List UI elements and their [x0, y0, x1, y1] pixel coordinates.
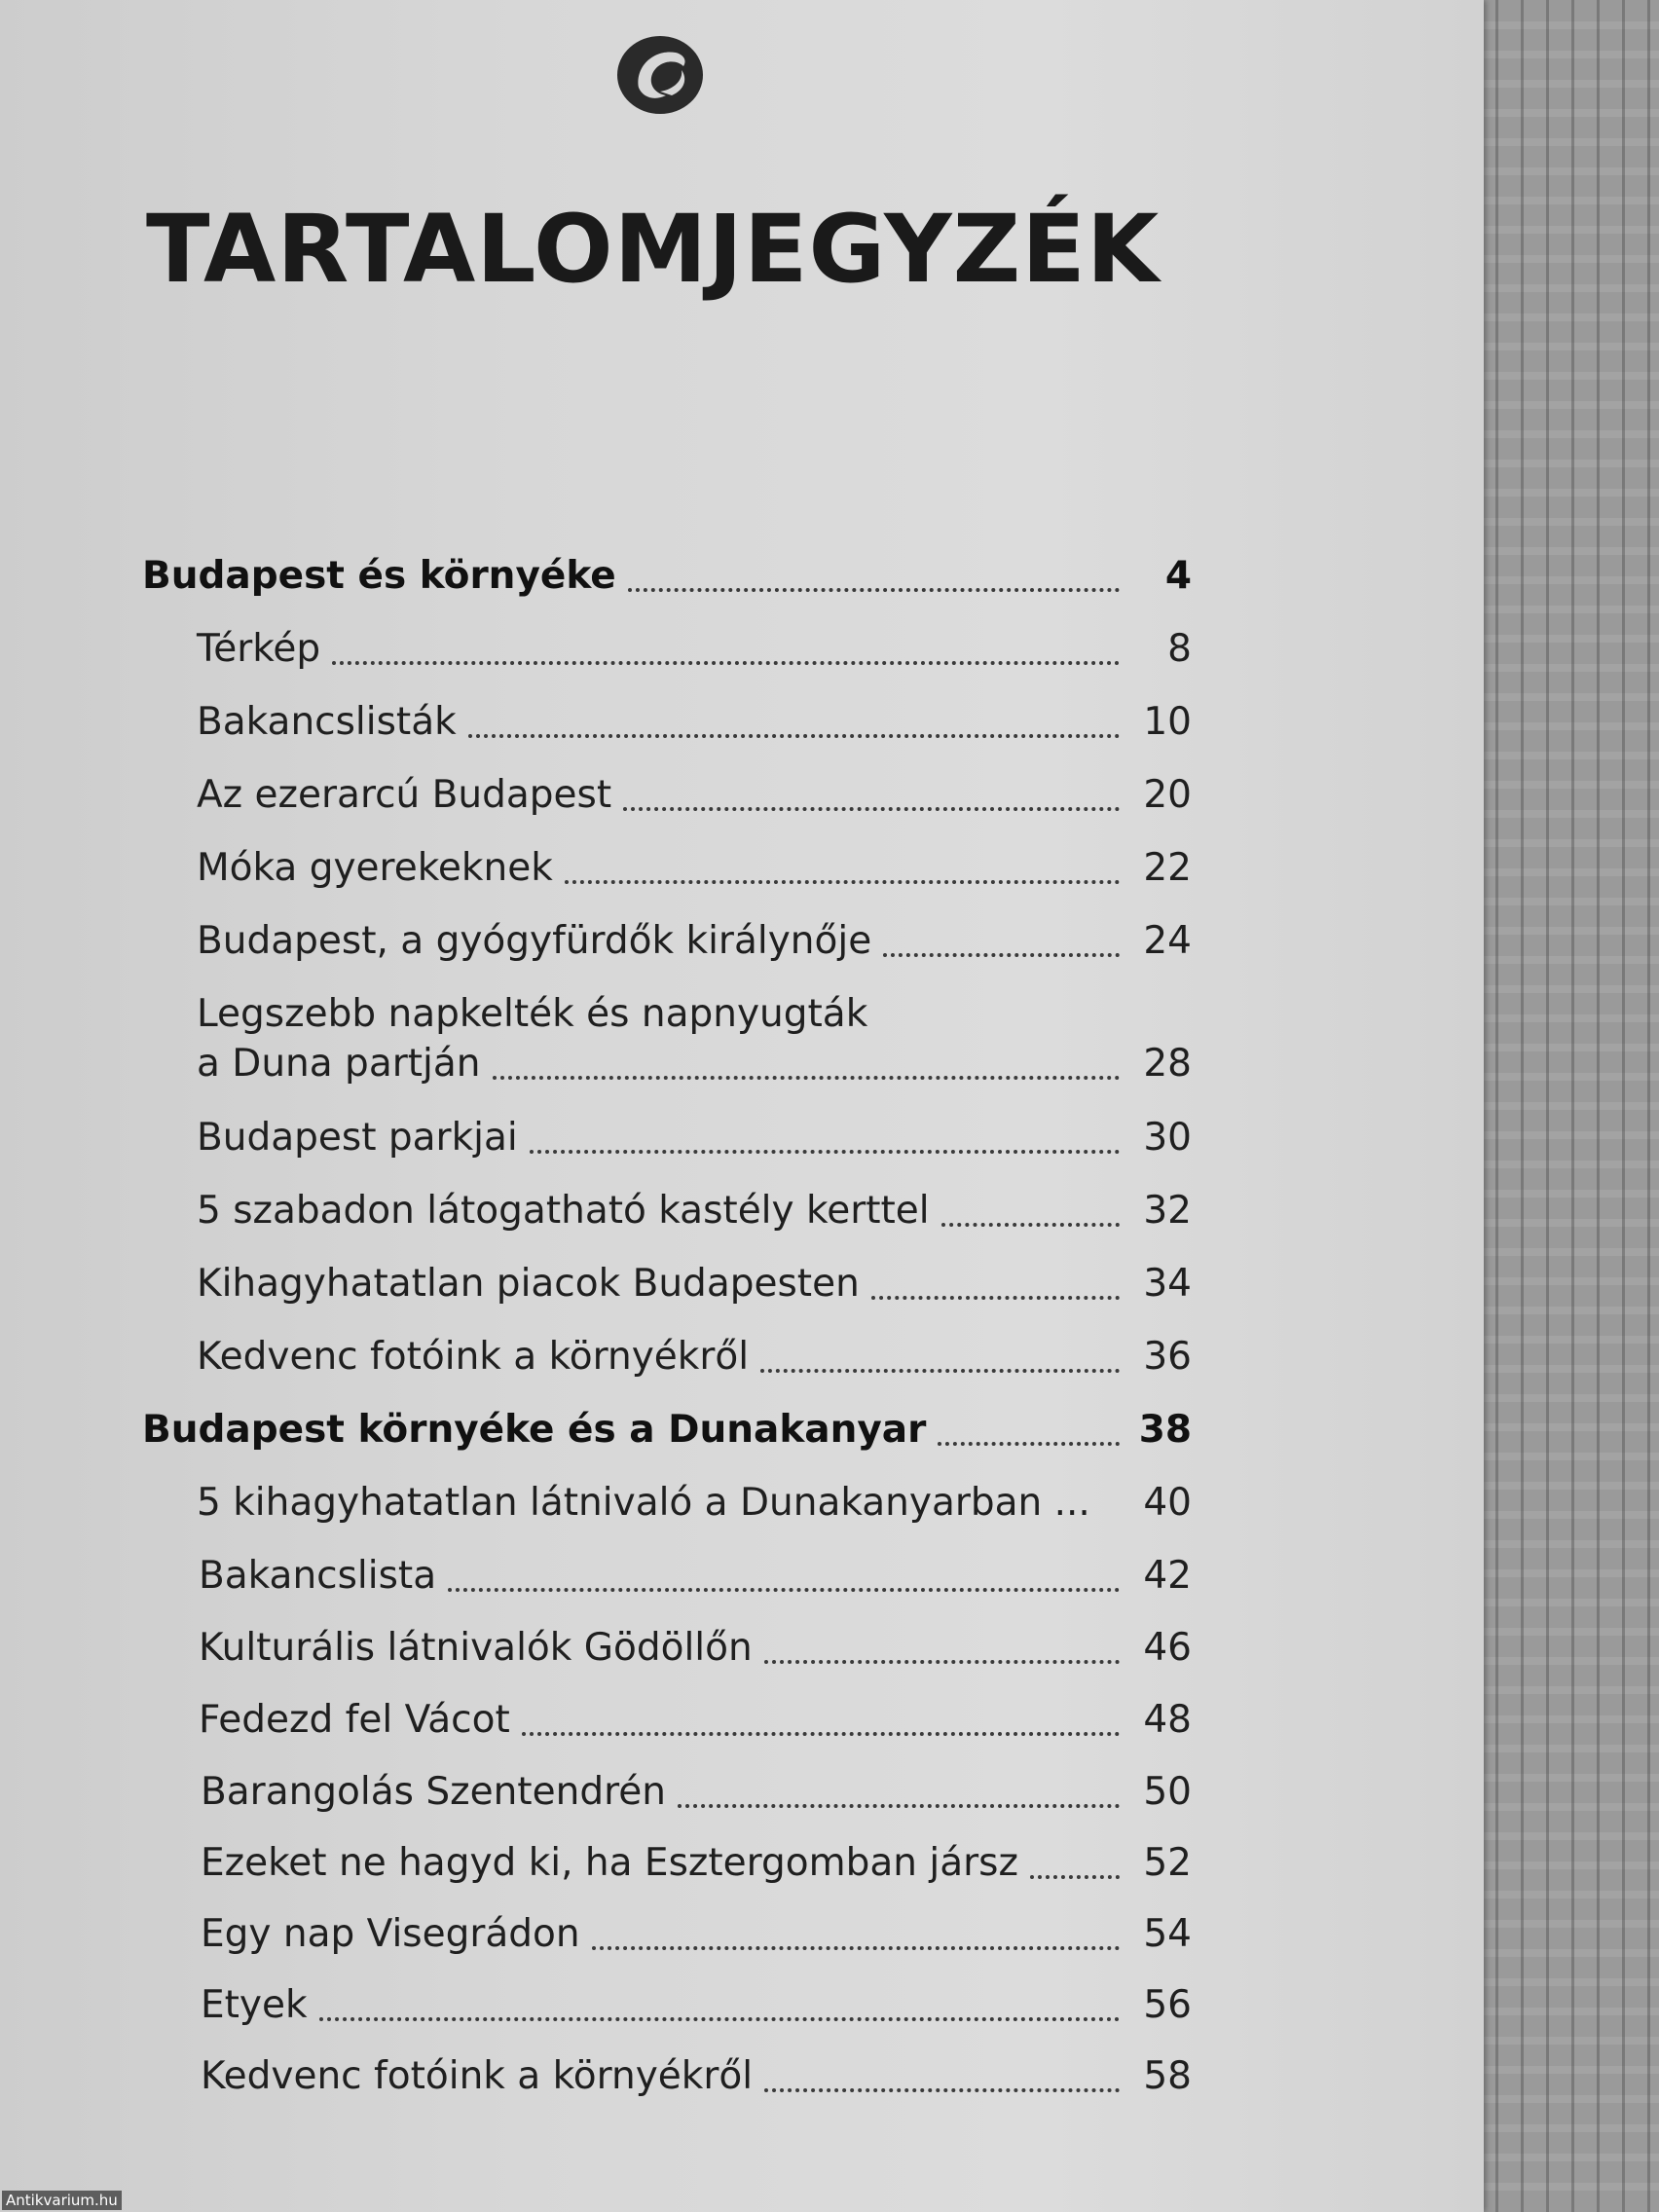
toc-entry[interactable] [199, 1624, 1192, 1674]
toc-page-number: 28 [1143, 1042, 1192, 1086]
toc-entry[interactable] [201, 1768, 1192, 1818]
toc-entry[interactable] [197, 1114, 1192, 1163]
toc-page-number: 46 [1143, 1626, 1192, 1670]
dot-leader [623, 807, 1120, 811]
toc-label: Ezeket ne hagyd ki, ha Esztergomban jársz [201, 1841, 1018, 1885]
toc-page-number: 42 [1143, 1554, 1192, 1598]
dot-leader [592, 1946, 1120, 1950]
toc-label: Kulturális látnivalók Gödöllőn [199, 1626, 753, 1670]
toc-label: Budapest környéke és a Dunakanyar [142, 1408, 927, 1452]
toc-label: Fedezd fel Vácot [199, 1698, 510, 1742]
dot-leader [1030, 1875, 1120, 1879]
toc-label: a Duna partján [197, 1042, 481, 1086]
dot-leader [530, 1150, 1120, 1154]
toc-label: Térkép [197, 627, 321, 671]
toc-page-number: 50 [1143, 1770, 1192, 1814]
dot-leader [938, 1442, 1120, 1446]
dot-leader [678, 1804, 1120, 1808]
toc-entry[interactable] [199, 1696, 1192, 1746]
dot-leader [760, 1369, 1120, 1373]
dot-leader [468, 734, 1120, 738]
dot-leader [332, 661, 1120, 665]
toc-page-number: 20 [1143, 773, 1192, 817]
toc-entry[interactable] [197, 844, 1192, 894]
toc-entry[interactable] [197, 625, 1192, 675]
dot-leader [764, 1660, 1120, 1664]
dot-leader [565, 880, 1120, 884]
toc-page-number: 32 [1143, 1189, 1192, 1233]
toc-label: Kedvenc fotóink a környékről [201, 2054, 754, 2098]
toc-label: Budapest parkjai [197, 1116, 518, 1160]
toc-chapter[interactable] [142, 1406, 1192, 1456]
dot-leader [883, 953, 1120, 957]
toc-entry[interactable] [199, 1552, 1192, 1602]
toc-entry[interactable] [197, 917, 1192, 967]
toc-page-number: 24 [1143, 919, 1192, 963]
toc-entry[interactable] [197, 1187, 1192, 1236]
toc-label: Bakancslista [199, 1554, 437, 1598]
toc-label: Budapest és környéke [142, 554, 616, 598]
toc-page-number: 48 [1143, 1698, 1192, 1742]
toc-label: Bakancslisták [197, 700, 457, 744]
toc-entry[interactable] [197, 1260, 1192, 1309]
toc-page-number: 8 [1167, 627, 1192, 671]
dot-leader [941, 1223, 1120, 1227]
dot-leader [871, 1296, 1120, 1300]
toc-label: Etyek [201, 1983, 308, 2027]
toc-entry[interactable] [197, 1333, 1192, 1382]
toc-label: Kihagyhatatlan piacok Budapesten [197, 1262, 860, 1306]
dot-leader [628, 588, 1120, 592]
toc-entry[interactable] [201, 1981, 1192, 2031]
toc-page-number: 40 [1143, 1481, 1192, 1525]
dot-leader [764, 2088, 1120, 2092]
toc-entry[interactable] [201, 2052, 1192, 2102]
toc-page-number: 54 [1143, 1912, 1192, 1956]
toc-page-number: 52 [1143, 1841, 1192, 1885]
toc-page-number: 38 [1138, 1408, 1192, 1452]
toc-label: Barangolás Szentendrén [201, 1770, 666, 1814]
dot-leader [522, 1732, 1120, 1736]
toc-label: Kedvenc fotóink a környékről [197, 1335, 750, 1379]
watermark: Antikvarium.hu [2, 2191, 122, 2210]
toc-chapter[interactable] [142, 552, 1192, 602]
toc-entry[interactable] [197, 1040, 1192, 1089]
toc-page-number: 4 [1164, 554, 1192, 598]
toc-page-number: 36 [1143, 1335, 1192, 1379]
toc-label: Az ezerarcú Budapest [197, 773, 612, 817]
dot-leader [493, 1076, 1121, 1080]
dot-leader [448, 1588, 1120, 1592]
background-texture [1470, 0, 1659, 2212]
toc-entry[interactable] [197, 698, 1192, 748]
toc-page-number: 56 [1143, 1983, 1192, 2027]
toc-label-line1: Legszebb napkelték és napnyugták [197, 992, 868, 1036]
toc-page-number: 10 [1143, 700, 1192, 744]
publisher-logo-icon [611, 31, 709, 119]
toc-entry[interactable] [197, 771, 1192, 821]
toc-label: Móka gyerekeknek [197, 846, 553, 890]
page-title: TARTALOMJEGYZÉK [146, 195, 1161, 304]
toc-label: Egy nap Visegrádon [201, 1912, 580, 1956]
toc-label: 5 kihagyhatatlan látnivaló a Dunakanyarban ... [197, 1481, 1090, 1525]
toc-label: 5 szabadon látogatható kastély kerttel [197, 1189, 930, 1233]
dot-leader [319, 2017, 1120, 2021]
toc-page-number: 58 [1143, 2054, 1192, 2098]
toc-entry[interactable] [201, 1839, 1192, 1889]
toc-page-number: 34 [1143, 1262, 1192, 1306]
toc-page-number: 22 [1143, 846, 1192, 890]
toc-entry[interactable] [201, 1910, 1192, 1960]
toc-entry[interactable] [197, 1479, 1192, 1529]
toc-label: Budapest, a gyógyfürdők királynője [197, 919, 872, 963]
toc-page-number: 30 [1143, 1116, 1192, 1160]
